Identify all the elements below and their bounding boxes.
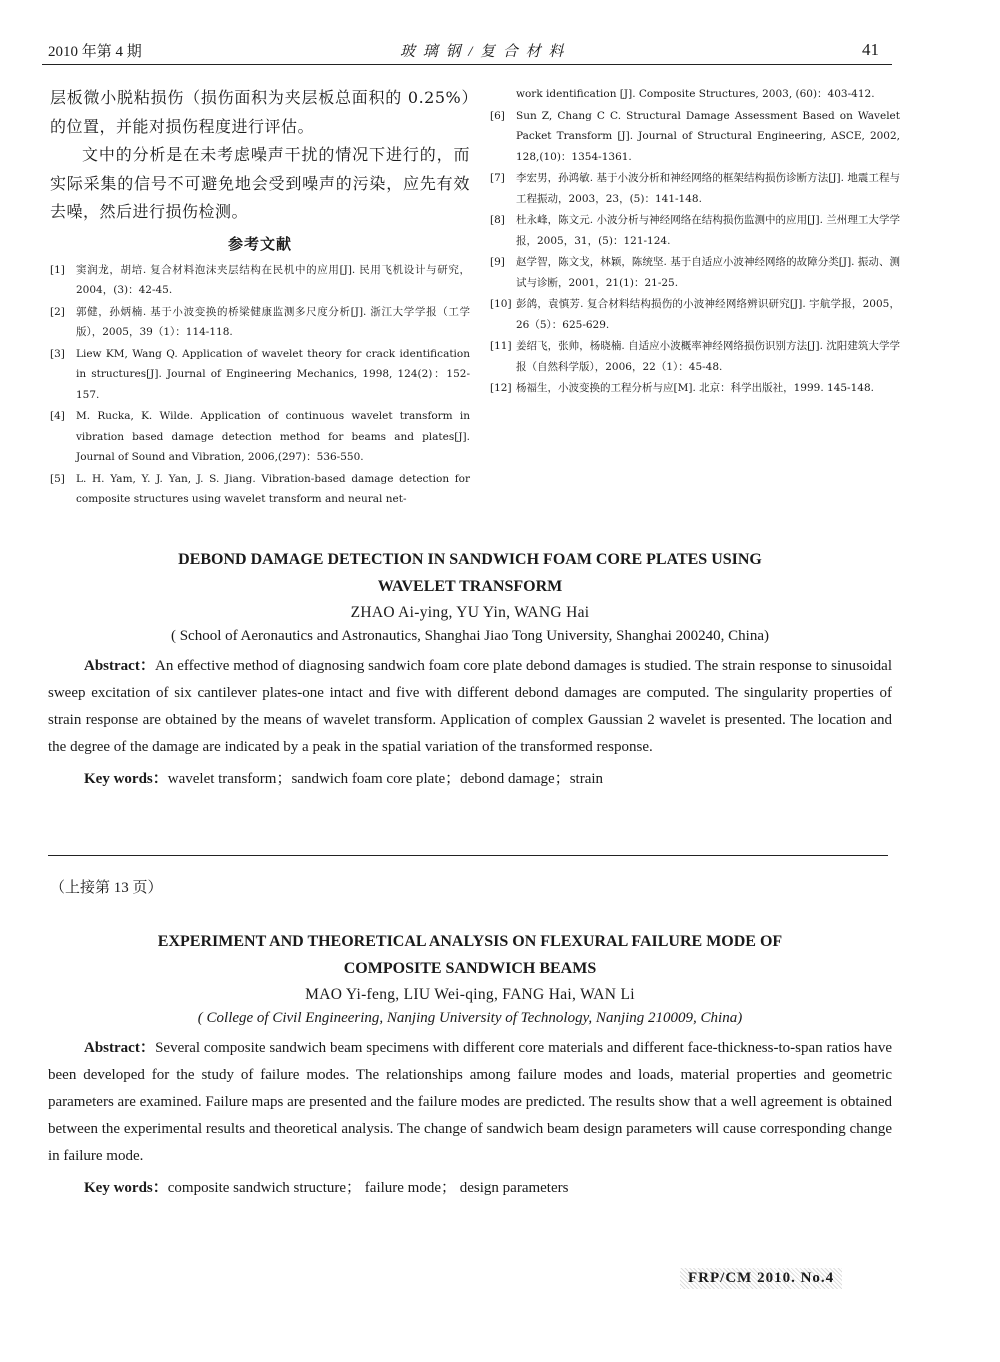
article-title-line: DEBOND DAMAGE DETECTION IN SANDWICH FOAM CORE PLATES USING — [178, 551, 762, 568]
header-rule — [42, 64, 892, 65]
running-header-issue: 2010 年第 4 期 — [48, 44, 142, 60]
reference-item: [11] 姜绍飞，张帅，杨晓楠. 自适应小波概率神经网络损伤识别方法[J]. 沈阳建筑大学学报（自然科学版），2006，22（1）：45-48. — [490, 340, 900, 373]
reference-item: [3] Liew KM, Wang Q. Application of wavelet theory for crack identification in structures[J]. Journal of Engineering Mechanics, 1998, 124(2)：152-157. — [50, 347, 470, 401]
article-keywords: Key words：wavelet transform；sandwich foam core plate；debond damage；strain — [84, 771, 604, 787]
article-authors: ZHAO Ai-ying, YU Yin, WANG Hai — [350, 604, 590, 621]
reference-item: [4] M. Rucka, K. Wilde. Application of continuous wavelet transform in vibration based damage detection method for beams and plates[J]. Journal of Sound and Vibration, 2006,(297)：536-550. — [50, 410, 470, 463]
page-number: 41 — [862, 40, 879, 59]
running-header-journal: 玻 璃 钢 / 复 合 材 料 — [400, 44, 566, 60]
reference-item: [6] Sun Z, Chang C C. Structural Damage Assessment Based on Wavelet Packet Transform [J]. Journal of Structural Engineering, ASCE, 2002, 128,(10)：1354-1361. — [490, 109, 900, 163]
reference-item: [1] 窦润龙，胡培. 复合材料泡沫夹层结构在民机中的应用[J]. 民用飞机设计与研究，2004，(3)：42-45. — [50, 263, 470, 296]
article-abstract: Abstract：Several composite sandwich beam specimens with different core materials and different face-thickness-to-span ratios have been developed for the study of failure modes. The relationships among failure modes and loads, material properties and geometric parameters are examined. Failure maps are presented and the failure modes are predicted. The results show that a well agreement is obtained between the experimental results and theoretical analysis. The change of sandwich beam design parameters will cause corresponding change in failure mode. — [48, 1040, 892, 1164]
reference-list-left — [50, 260, 470, 510]
english-abstract-1 — [48, 546, 892, 788]
reference-continuation: work identification [J]. Composite Structures, 2003, (60)：403-412. — [516, 88, 875, 100]
article-authors: MAO Yi-feng, LIU Wei-qing, FANG Hai, WAN Li — [305, 986, 635, 1003]
journal-footer-mark: FRP/CM 2010. No.4 — [680, 1268, 842, 1289]
body-paragraph-1: 层板微小脱粘损伤（损伤面积为夹层板总面积的 0.25%）的位置，并能对损伤程度进行评估。 — [50, 88, 470, 136]
section-divider — [48, 855, 888, 856]
article-keywords: Key words：composite sandwich structure； failure mode； design parameters — [84, 1180, 569, 1196]
reference-item: [5] L. H. Yam, Y. J. Yan, J. S. Jiang. Vibration-based damage detection for composite structures using wavelet transform and neural net- — [50, 472, 470, 505]
body-paragraph-2: 文中的分析是在未考虑噪声干扰的情况下进行的，而实际采集的信号不可避免地会受到噪声的污染，应先有效去噪，然后进行损伤检测。 — [50, 145, 470, 221]
article-title-line: COMPOSITE SANDWICH BEAMS — [343, 960, 597, 977]
left-column — [50, 84, 470, 511]
article-title-line: WAVELET TRANSFORM — [377, 578, 563, 595]
article-title-line: EXPERIMENT AND THEORETICAL ANALYSIS ON FLEXURAL FAILURE MODE OF — [157, 933, 783, 950]
continued-from-note: （上接第 13 页） — [50, 880, 163, 896]
reference-item: [8] 杜永峰，陈文元. 小波分析与神经网络在结构损伤监测中的应用[J]. 兰州理工大学学报，2005，31，(5)：121-124. — [490, 214, 900, 247]
english-abstract-2 — [48, 928, 892, 1197]
article-affiliation: ( School of Aeronautics and Astronautics, Shanghai Jiao Tong University, Shanghai 200240, China) — [170, 628, 770, 644]
article-affiliation: ( College of Civil Engineering, Nanjing University of Technology, Nanjing 210009, China) — [197, 1010, 743, 1026]
reference-item: [9] 赵学智，陈文戈，林颖，陈统坚. 基于自适应小波神经网络的故障分类[J]. 振动、测试与诊断，2001，21(1)：21-25. — [490, 256, 900, 289]
reference-item: [7] 李宏男，孙鸿敏. 基于小波分析和神经网络的框架结构损伤诊断方法[J]. 地震工程与工程振动，2003，23，(5)：141-148. — [490, 172, 900, 205]
reference-item: [12] 杨福生，小波变换的工程分析与应[M]. 北京：科学出版社，1999. 145-148. — [490, 382, 874, 394]
reference-item: [2] 郭健，孙炳楠. 基于小波变换的桥梁健康监测多尺度分析[J]. 浙江大学学报（工学版），2005，39（1）：114-118. — [50, 305, 470, 338]
right-column — [490, 84, 900, 400]
reference-item: [10] 彭鸽，袁慎芳. 复合材料结构损伤的小波神经网络辨识研究[J]. 宇航学报，2005，26（5）：625-629. — [490, 298, 900, 331]
references-heading: 参考文献 — [227, 234, 292, 253]
article-abstract: Abstract：An effective method of diagnosing sandwich foam core plate debond damages is studied. The strain response to sinusoidal sweep excitation of six cantilever plates-one intact and five with different debond damages are computed. The singularity properties of strain response are obtained by the means of wavelet transform. Application of complex Gaussian 2 wavelet is presented. The location and the degree of the damage are indicated by a peak in the spatial variation of the transformed response. — [48, 658, 892, 755]
